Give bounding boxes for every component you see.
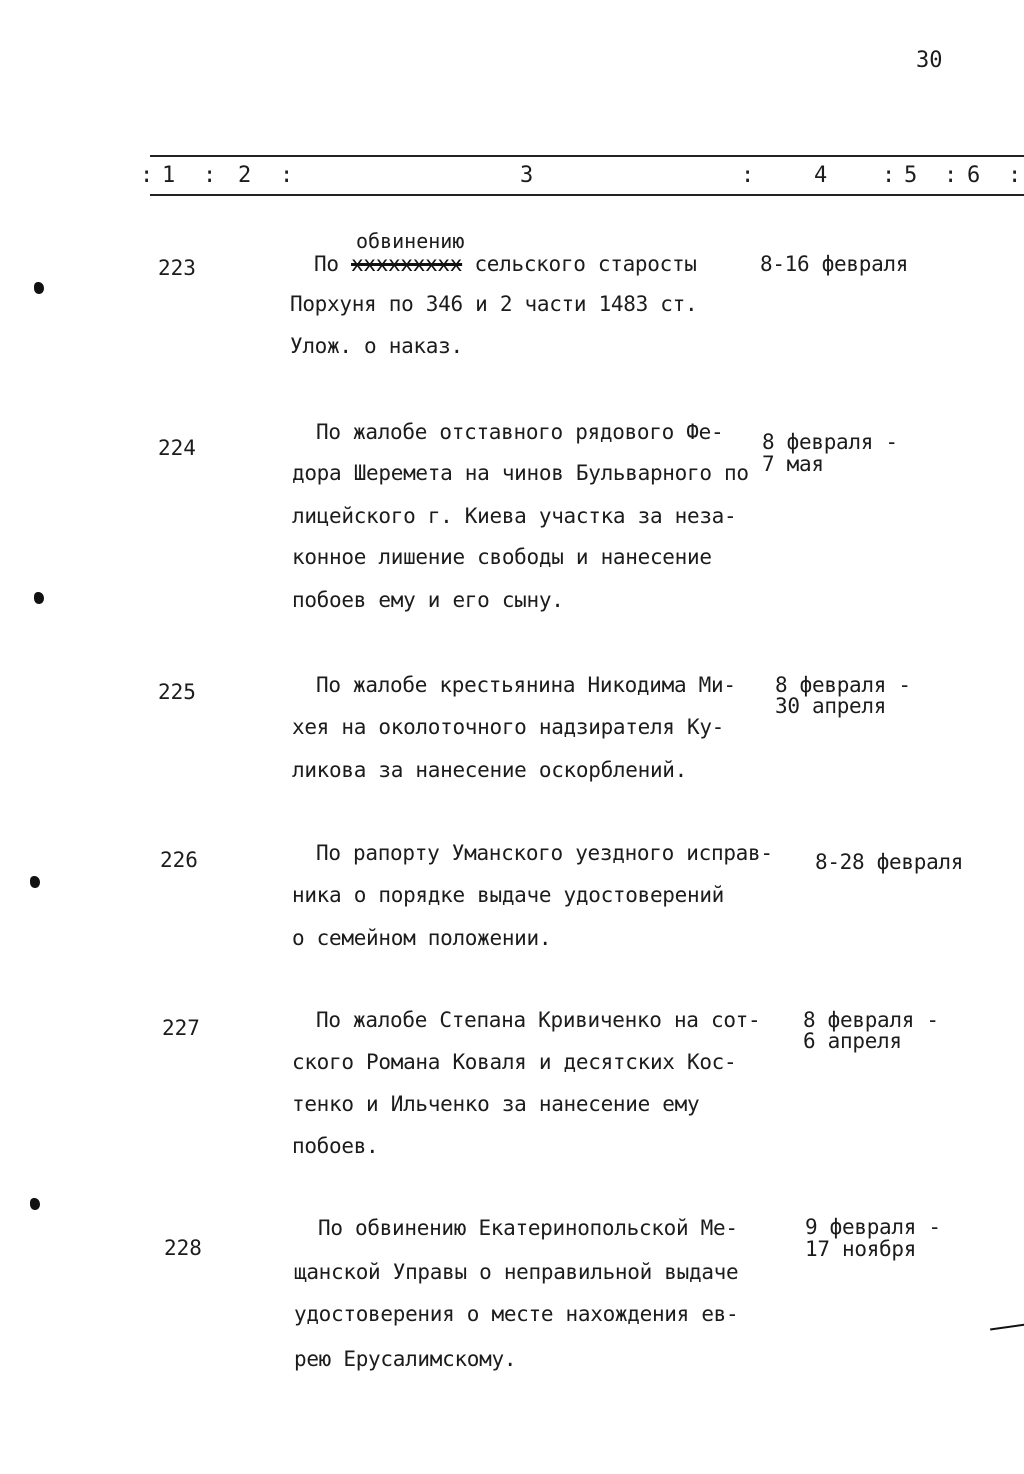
entry-number: 228 (164, 1236, 202, 1260)
date-start: 8 февраля - (762, 430, 898, 454)
entry-number: 226 (160, 848, 198, 872)
column-separator: : (203, 163, 217, 188)
column-separator: : (280, 163, 294, 188)
date-range: 8-28 февраля (815, 850, 964, 874)
description-line: конное лишение свободы и нанесение (292, 545, 712, 569)
page-number: 30 (916, 48, 943, 73)
column-separator: : (741, 163, 755, 188)
header-top-rule (150, 155, 1024, 157)
binding-hole-mark (34, 592, 44, 604)
column-separator: : (1008, 163, 1022, 188)
description-line: хея на околоточного надзирателя Ку- (292, 715, 725, 739)
description-line: По жалобе отставного рядового Фе- (316, 420, 724, 444)
column-separator: : (944, 163, 958, 188)
binding-hole-mark (30, 1198, 40, 1210)
date-start: 8 февраля - (803, 1008, 939, 1032)
description-line: побоев. (292, 1134, 379, 1158)
column-header-6: 6 (967, 163, 981, 188)
column-header-3: 3 (520, 163, 534, 188)
pen-stroke-mark (990, 1324, 1024, 1331)
binding-hole-mark (34, 282, 44, 294)
description-line: Улож. о наказ. (290, 334, 463, 358)
column-header-1: 1 (162, 163, 176, 188)
binding-hole-mark (30, 876, 40, 888)
description-line: ника о порядке выдаче удостоверений (292, 883, 725, 907)
description-line: ского Романа Коваля и десятских Кос- (292, 1050, 737, 1074)
description-line: рею Ерусалимскому. (294, 1347, 517, 1371)
description-line: дора Шеремета на чинов Бульварного по (292, 461, 749, 485)
entry-number: 224 (158, 436, 196, 460)
description-line: удостоверения о месте нахождения ев- (294, 1302, 739, 1326)
date-end: 30 апреля (775, 694, 887, 718)
date-range: 8-16 февраля (760, 252, 909, 276)
description-prefix: По (314, 252, 339, 276)
column-header-5: 5 (904, 163, 918, 188)
description-line: По жалобе Степана Кривиченко на сот- (316, 1008, 761, 1032)
date-end: 7 мая (762, 452, 824, 476)
entry-number: 225 (158, 680, 196, 704)
header-bottom-rule (150, 194, 1024, 196)
description-line: Порхуня по 346 и 2 части 1483 ст. (290, 292, 698, 316)
description-line: ликова за нанесение оскорблений. (292, 758, 687, 782)
entry-number: 227 (162, 1016, 200, 1040)
column-header-2: 2 (238, 163, 252, 188)
description-line: По обвинению Екатеринопольской Ме- (318, 1216, 738, 1240)
description-rest: сельского старосты (474, 252, 697, 276)
date-start: 8 февраля - (775, 673, 911, 697)
handwritten-correction: обвинению (356, 229, 465, 253)
description-line: щанской Управы о неправильной выдаче (294, 1260, 739, 1284)
description-line: побоев ему и его сыну. (292, 588, 564, 612)
description-line: о семейном положении. (292, 926, 552, 950)
description-line (314, 252, 697, 276)
column-separator: : (882, 163, 896, 188)
date-start: 9 февраля - (805, 1215, 941, 1239)
description-line: тенко и Ильченко за нанесение ему (292, 1092, 700, 1116)
description-line: По рапорту Уманского уездного исправ- (316, 841, 773, 865)
column-separator: : (140, 163, 154, 188)
column-header-4: 4 (814, 163, 828, 188)
entry-number: 223 (158, 256, 196, 280)
date-end: 6 апреля (803, 1029, 902, 1053)
struck-out-word: xxxxxxxxx (351, 252, 463, 276)
date-end: 17 ноября (805, 1237, 917, 1261)
description-line: лицейского г. Киева участка за неза- (292, 504, 737, 528)
description-line: По жалобе крестьянина Никодима Ми- (316, 673, 736, 697)
